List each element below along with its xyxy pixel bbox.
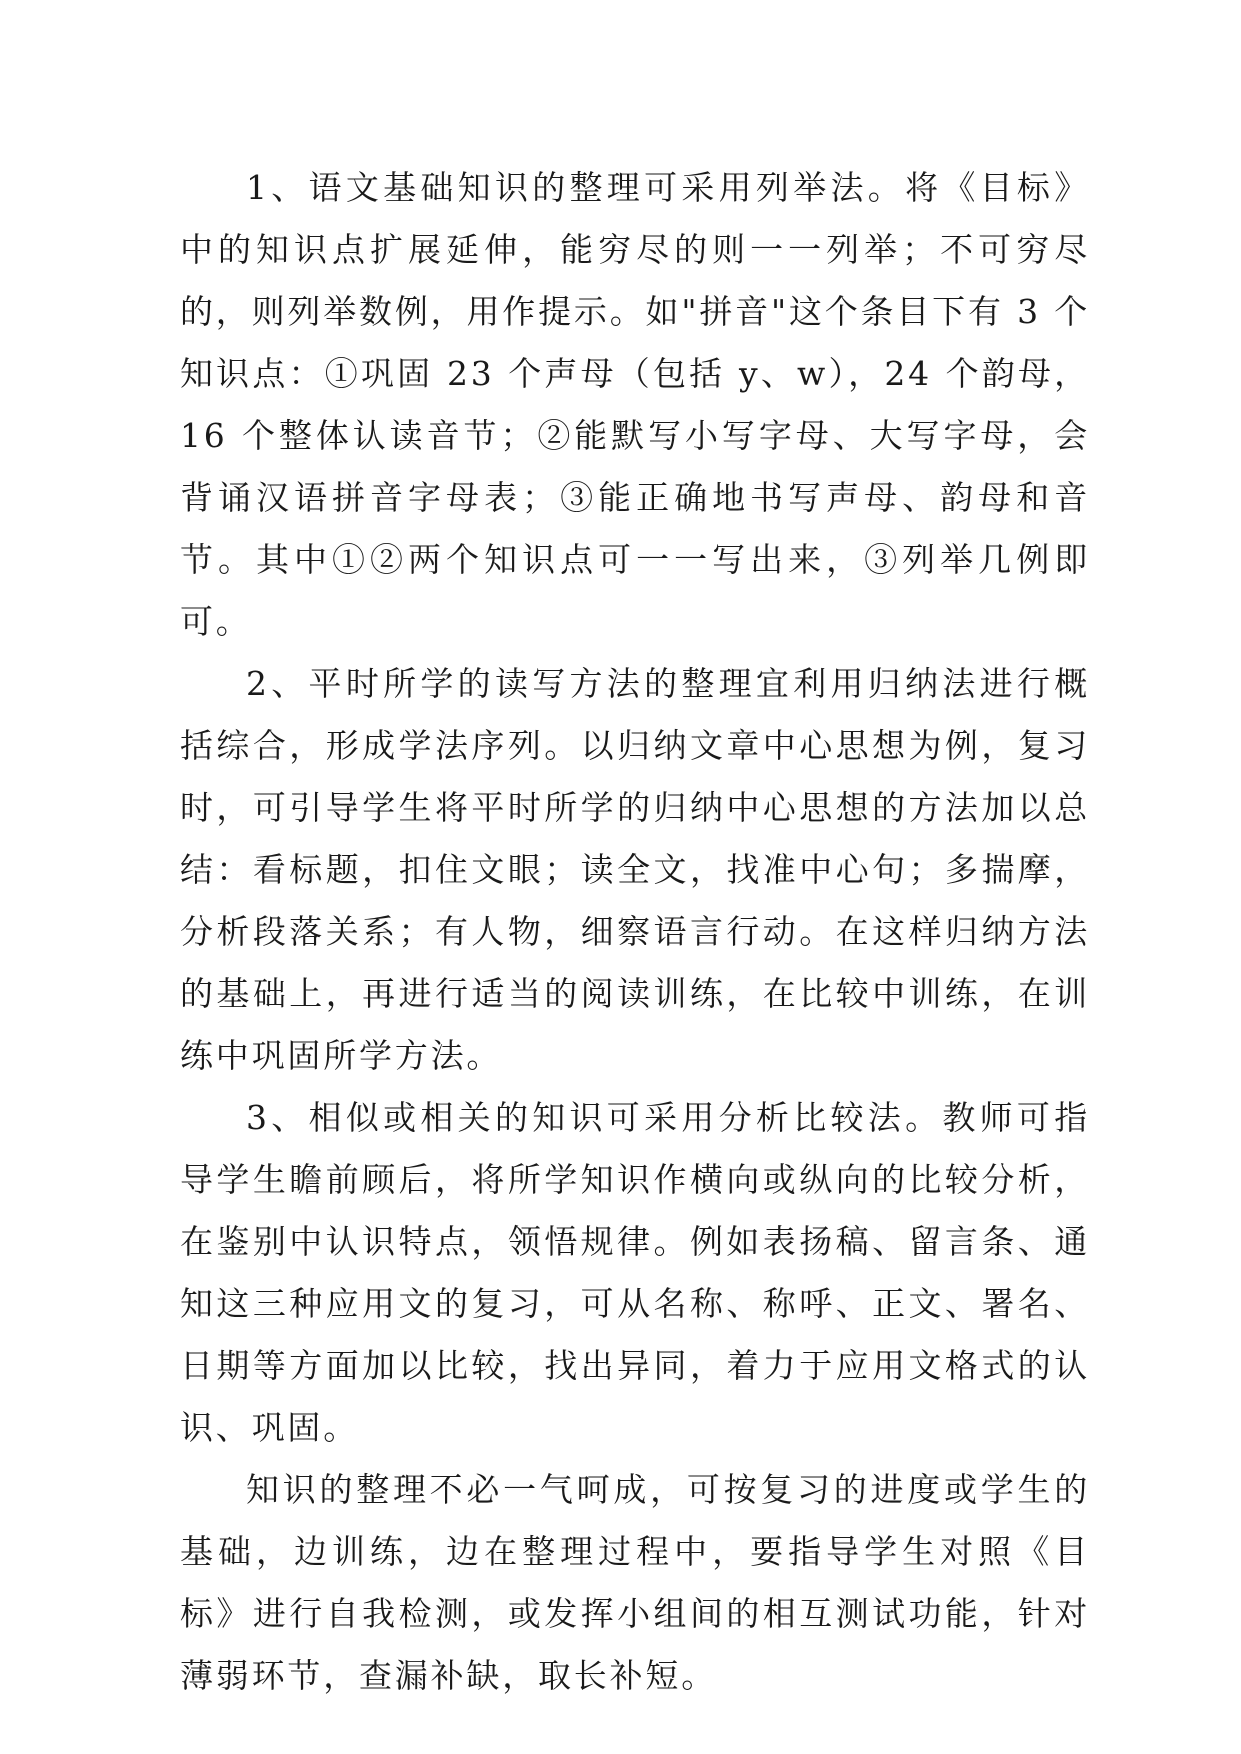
paragraph-4: 知识的整理不必一气呵成，可按复习的进度或学生的基础，边训练，边在整理过程中，要指导学生对照《目标》进行自我检测，或发挥小组间的相互测试功能，针对薄弱环节，查漏补缺，取长补短。 <box>180 1470 1090 1695</box>
document-body <box>180 157 1090 1707</box>
paragraph-1: 1、语文基础知识的整理可采用列举法。将《目标》中的知识点扩展延伸，能穷尽的则一一列举；不可穷尽的，则列举数例，用作提示。如"拼音"这个条目下有 3 个知识点：①巩固 23 个声母（包括 y、w），24 个韵母，16 个整体认读音节；②能默写小写字母、大写字母，会背诵汉语拼音字母表；③能正确地书写声母、韵母和音节。其中①②两个知识点可一一写出来，③列举几例即可。 <box>180 168 1090 641</box>
paragraph-3: 3、相似或相关的知识可采用分析比较法。教师可指导学生瞻前顾后，将所学知识作横向或纵向的比较分析，在鉴别中认识特点，领悟规律。例如表扬稿、留言条、通知这三种应用文的复习，可从名称、称呼、正文、署名、日期等方面加以比较，找出异同，着力于应用文格式的认识、巩固。 <box>180 1098 1090 1447</box>
paragraph-2: 2、平时所学的读写方法的整理宜利用归纳法进行概括综合，形成学法序列。以归纳文章中心思想为例，复习时，可引导学生将平时所学的归纳中心思想的方法加以总结：看标题，扣住文眼；读全文，找准中心句；多揣摩，分析段落关系；有人物，细察语言行动。在这样归纳方法的基础上，再进行适当的阅读训练，在比较中训练，在训练中巩固所学方法。 <box>180 664 1090 1075</box>
